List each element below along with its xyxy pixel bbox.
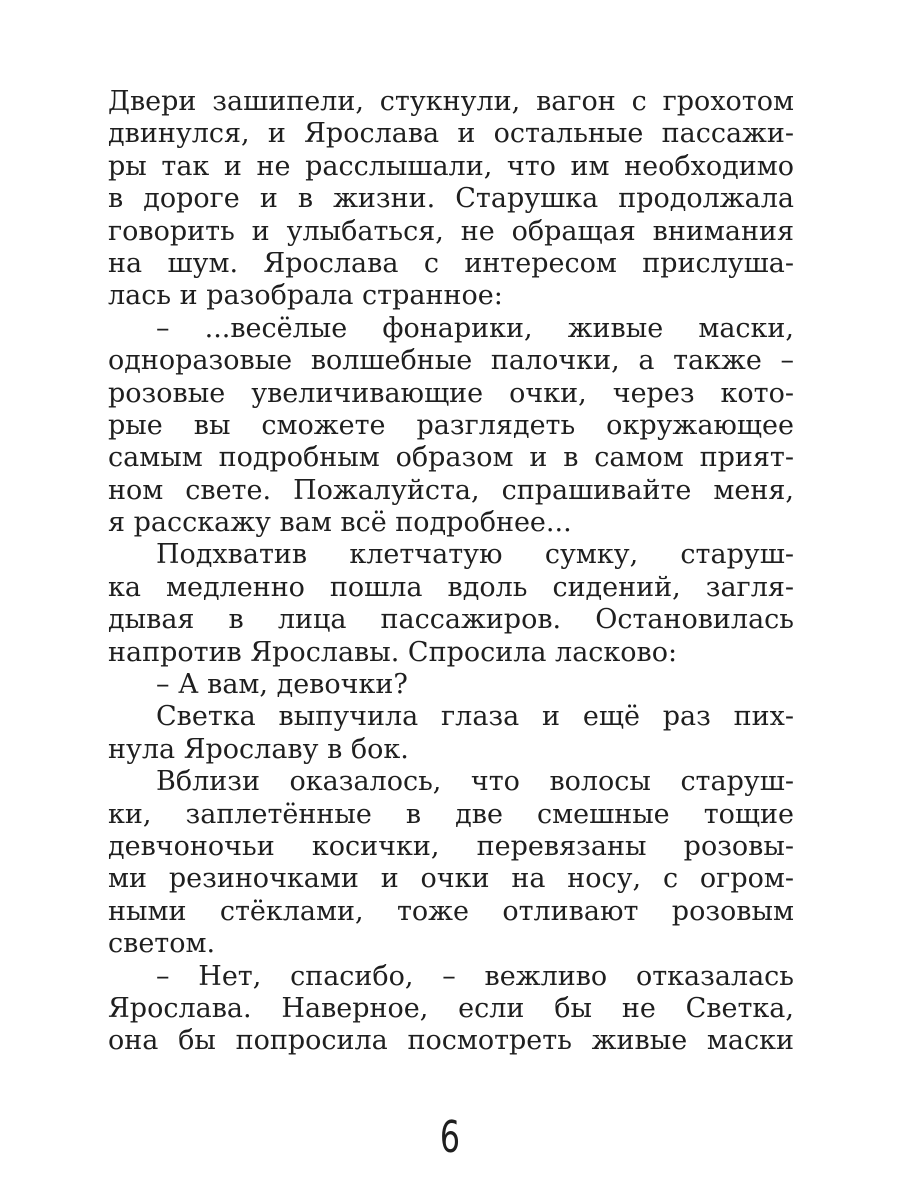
text-line: я расскажу вам всё подробнее...: [108, 507, 572, 539]
text-line: лась и разобрала странное:: [108, 280, 503, 312]
text-line: ми резиночками и очки на носу, с огром-: [108, 863, 794, 895]
text-line: двинулся, и Ярослава и остальные пассажи-: [108, 118, 794, 150]
text-line: розовые увеличивающие очки, через кото-: [108, 377, 794, 409]
page-number: 6: [439, 1112, 461, 1163]
text-line: Подхватив клетчатую сумку, старуш-: [156, 539, 794, 571]
text-line: одноразовые волшебные палочки, а также –: [108, 345, 794, 377]
text-line: Ярослава. Наверное, если бы не Светка,: [108, 992, 794, 1024]
text-line: – А вам, девочки?: [156, 669, 408, 701]
text-line: ка медленно пошла вдоль сидений, загля-: [108, 571, 794, 603]
text-line: рые вы сможете разглядеть окружающее: [108, 409, 794, 441]
text-line: ки, заплетённые в две смешные тощие: [108, 798, 794, 830]
text-line: Светка выпучила глаза и ещё раз пих-: [156, 701, 794, 733]
text-line: ном свете. Пожалуйста, спрашивайте меня,: [108, 474, 794, 506]
text-line: – Нет, спасибо, – вежливо отказалась: [156, 960, 794, 992]
text-line: светом.: [108, 928, 216, 960]
text-line: самым подробным образом и в самом прият-: [108, 442, 794, 474]
text-line: она бы попросила посмотреть живые маски: [108, 1025, 794, 1057]
text-line: девчоночьи косички, перевязаны розовы-: [108, 830, 794, 862]
text-line: на шум. Ярослава с интересом прислуша-: [108, 247, 794, 279]
text-line: Вблизи оказалось, что волосы старуш-: [156, 766, 794, 798]
text-line: ры так и не расслышали, что им необходимо: [108, 150, 794, 182]
text-line: Двери зашипели, стукнули, вагон с грохотом: [108, 86, 794, 117]
text-line: напротив Ярославы. Спросила ласково:: [108, 636, 678, 668]
text-line: нула Ярославу в бок.: [108, 733, 409, 765]
text-line: ными стёклами, тоже отливают розовым: [108, 895, 794, 927]
text-line: дывая в лица пассажиров. Остановилась: [108, 604, 794, 636]
text-line: в дороге и в жизни. Старушка продолжала: [108, 183, 794, 215]
text-line: говорить и улыбаться, не обращая внимания: [108, 215, 794, 247]
body-text: [108, 86, 794, 1058]
text-line: – ...весёлые фонарики, живые маски,: [156, 312, 794, 344]
